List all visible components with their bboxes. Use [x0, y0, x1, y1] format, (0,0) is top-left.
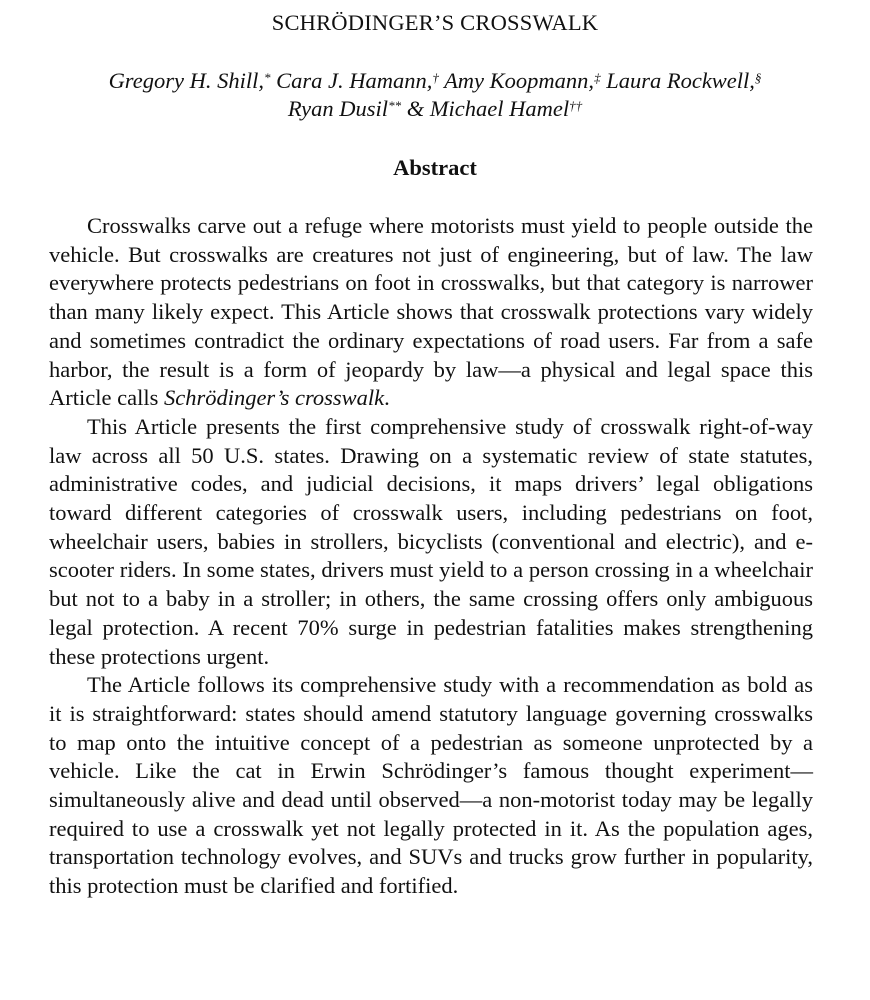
footnote-mark[interactable]: † — [432, 70, 439, 85]
author-name: Ryan Dusil** — [287, 96, 402, 121]
paper-title: SCHRÖDINGER’S CROSSWALK — [271, 10, 599, 35]
abstract-paragraph-3: The Article follows its comprehensive study with a recommendation as bold as it is straightforward: states should amend statutory language governing crosswalks to map onto the intuitive concept of a pedestrian as someone unprotected by a vehicle. Like the cat in Erwin Schrödinger’s famous thought experiment—simultaneously alive and dead until observed—a non-motorist today may be legally required to use a crosswalk yet not legally protected in it. As the population ages, transportation technology evolves, and SUVs and trucks grow further in popularity, this protection must be clarified and fortified. — [49, 672, 813, 899]
footnote-mark[interactable]: * — [263, 70, 271, 85]
author-name: Cara J. Hamann,† — [276, 68, 439, 93]
abstract-heading: Abstract — [393, 155, 477, 180]
abstract-paragraph-1: Crosswalks carve out a refuge where motorists must yield to people outside the vehicle. But crosswalks are creatures not just of engineering, but of law. The law everywhere protects pedestrians on foot in crosswalks, but that category is narrower than many likely expect. This Article shows that crosswalk protections vary widely and sometimes contradict the ordinary expectations of road users. Far from a safe harbor, the result is a form of jeopardy by law—a physical and legal space this Article calls Schrödinger’s crosswalk. — [49, 213, 813, 411]
footnote-mark[interactable]: ** — [388, 98, 402, 113]
author-list — [0, 67, 870, 123]
footnote-mark[interactable]: ‡ — [594, 70, 601, 85]
author-name: & Michael Hamel†† — [406, 96, 583, 121]
footnote-mark[interactable]: †† — [569, 98, 583, 113]
abstract-body — [49, 212, 813, 901]
footnote-mark[interactable]: § — [754, 70, 762, 85]
abstract-paragraph-2: This Article presents the first comprehensive study of crosswalk right-of-way law across all 50 U.S. states. Drawing on a systematic review of state statutes, administrative codes, and judicial decisions, it maps drivers’ legal obligations toward different categories of crosswalk users, including pedestrians on foot, wheelchair users, babies in strollers, bicyclists (conventional and electric), and e-scooter riders. In some states, drivers must yield to a person crossing in a wheelchair but not to a baby in a stroller; in others, the same crossing offers only ambiguous legal protection. A recent 70% surge in pedestrian fatalities makes strengthening these protections urgent. — [49, 413, 813, 669]
author-name: Gregory H. Shill,* — [108, 68, 271, 93]
author-name: Amy Koopmann,‡ — [444, 68, 601, 93]
emphasized-term: Schrödinger’s crosswalk — [163, 385, 385, 411]
author-name: Laura Rockwell,§ — [606, 68, 762, 93]
